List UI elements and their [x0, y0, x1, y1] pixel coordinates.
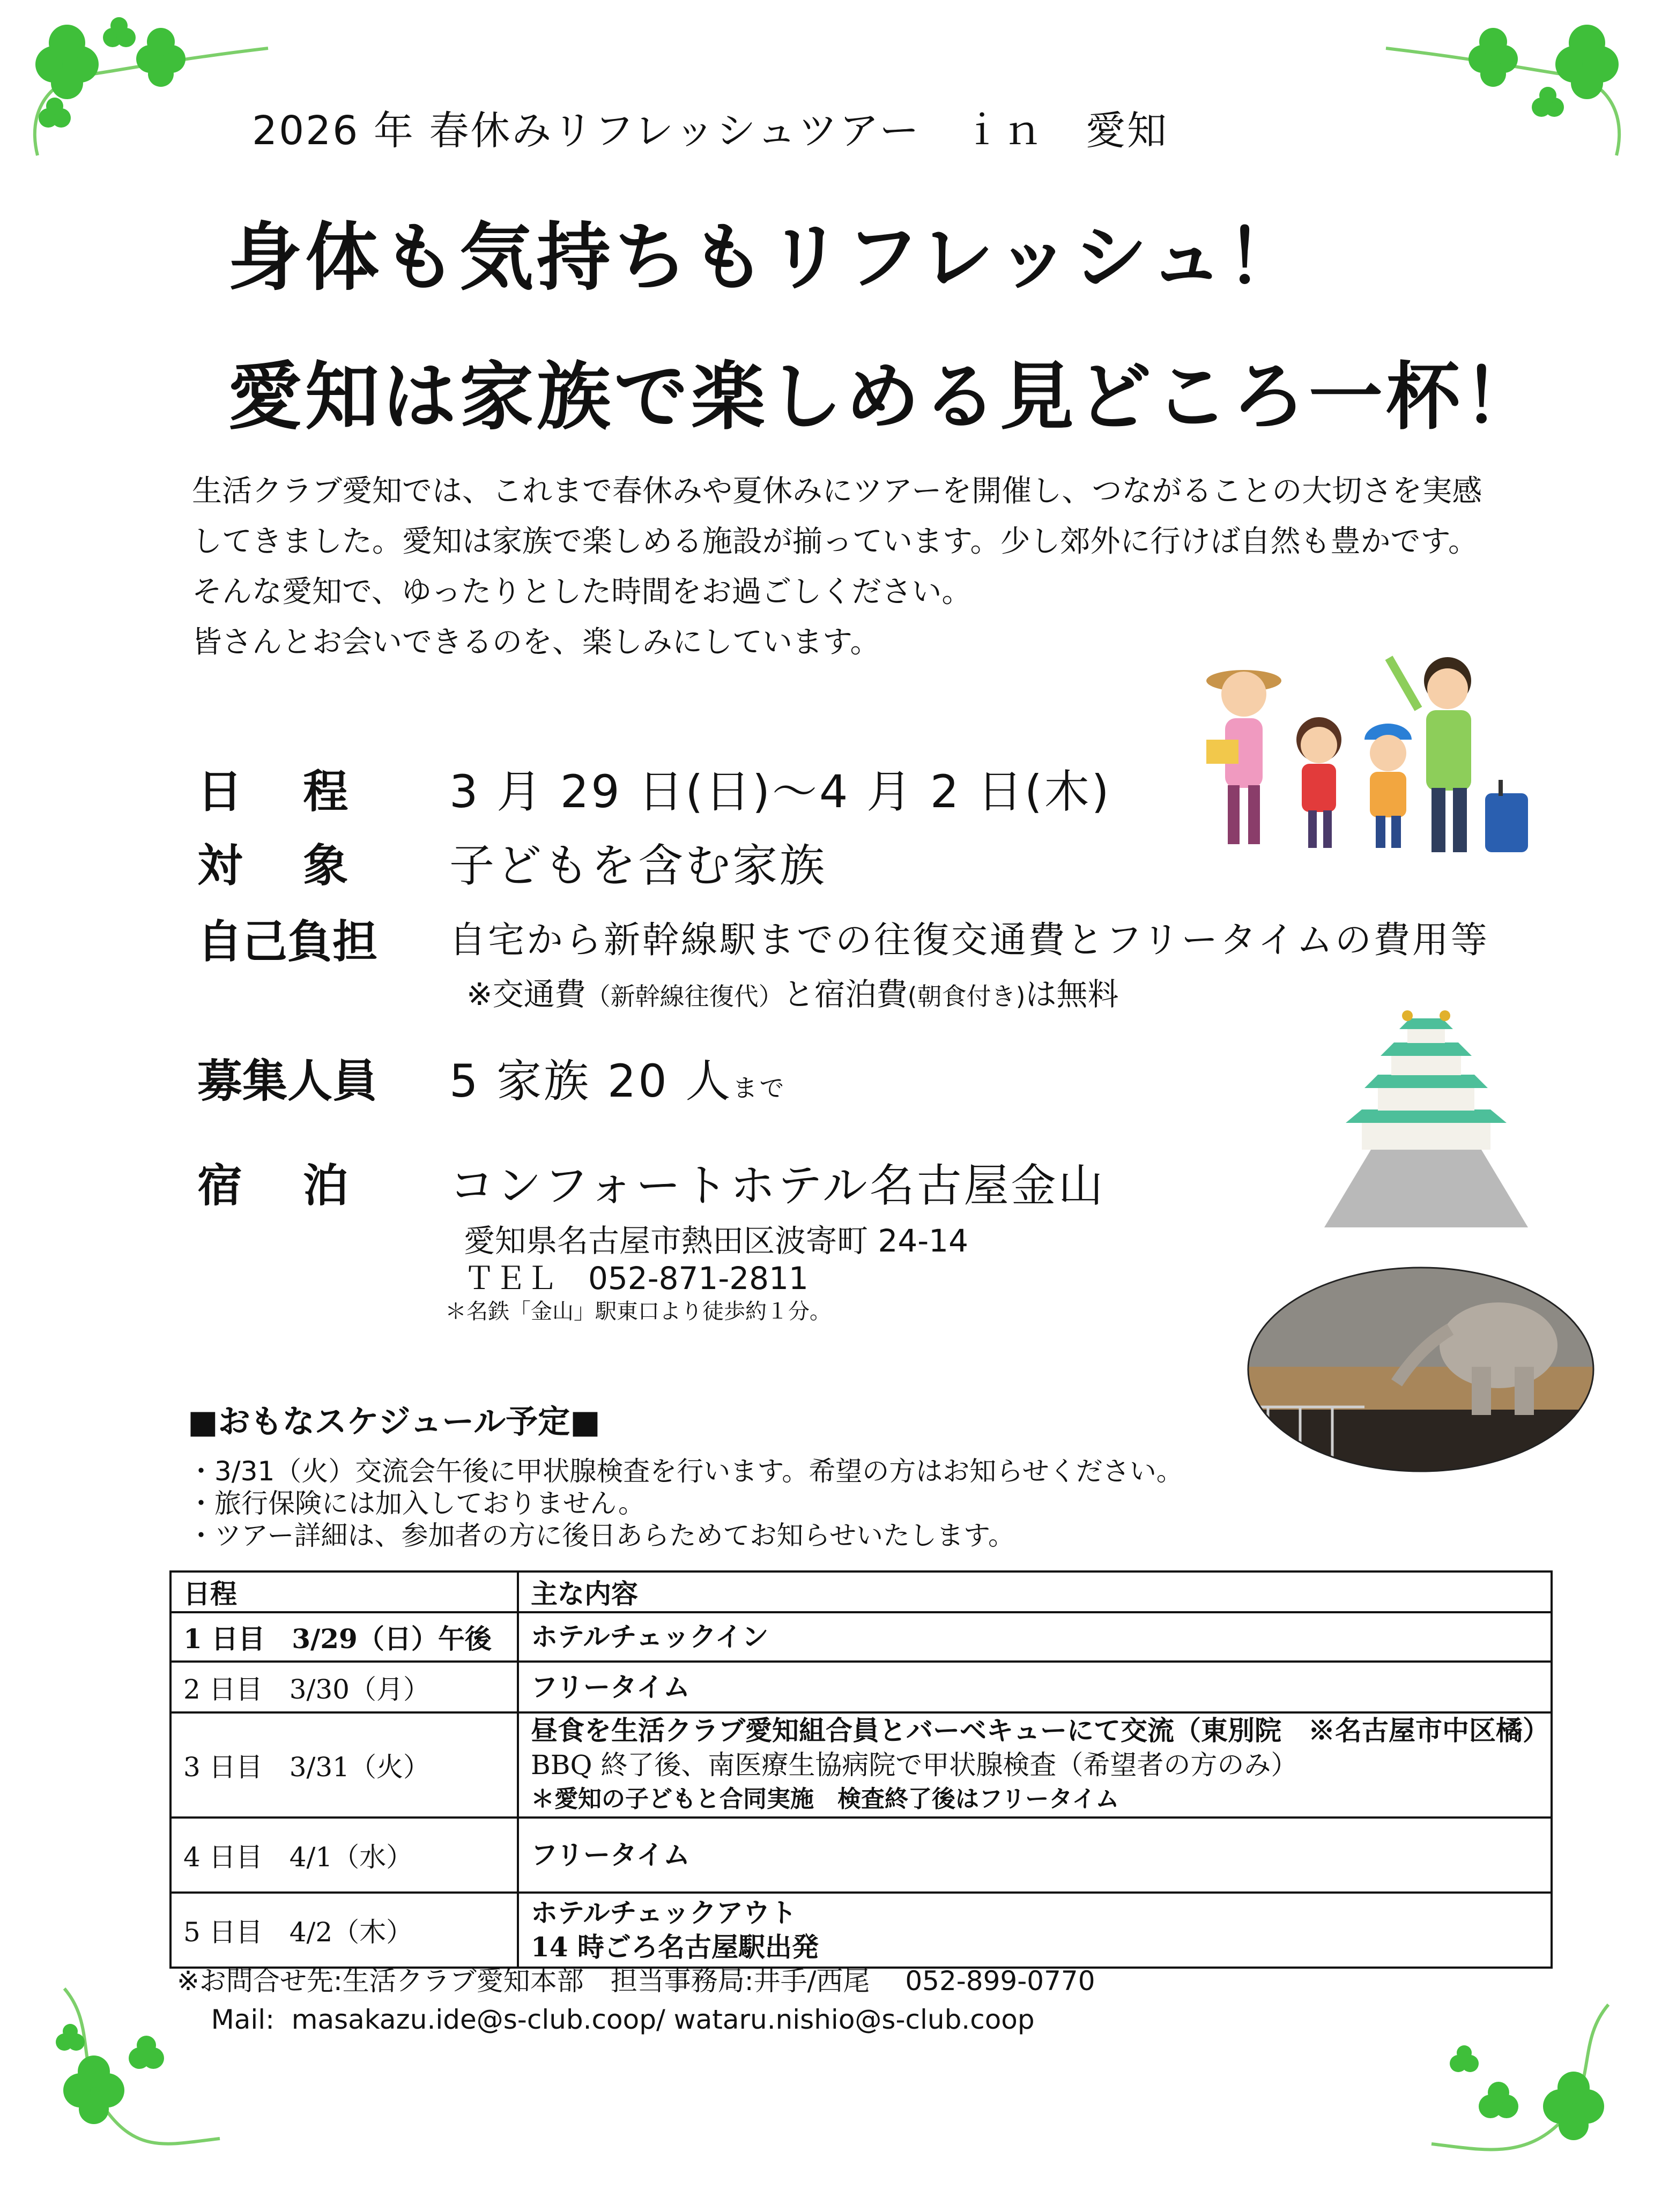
- contact-email[interactable]: Mail: masakazu.ide@s-club.coop/ wataru.nishio@s-club.coop: [177, 2004, 1035, 2035]
- row-day: 1 日目 3/29（日）午後: [170, 1612, 518, 1662]
- headline-aichi: 愛知は家族で楽しめる見どころ一杯！: [228, 354, 1541, 440]
- cost-note-part: は無料: [1025, 976, 1119, 1012]
- event-subtitle: 2026 年 春休みリフレッシュツアー ｉｎ 愛知: [252, 108, 1168, 154]
- row-content-line: 昼食を生活クラブ愛知組合員とバーベキューにて交流（東別院 ※名古屋市中区橘）: [531, 1715, 1549, 1746]
- table-row: [170, 1662, 1552, 1712]
- row-content-line: フリータイム: [531, 1839, 690, 1871]
- schedule-notes: [188, 1455, 1183, 1552]
- intro-line: 皆さんとお会いできるのを、楽しみにしています。: [192, 625, 880, 660]
- headline-refresh: 身体も気持ちもリフレッシュ！: [228, 214, 1304, 301]
- row-content-line: ホテルチェックイン: [531, 1621, 769, 1652]
- cost-note-part: （新幹線往復代）: [585, 982, 783, 1011]
- schedule-label: 日 程: [197, 765, 348, 818]
- table-row: [170, 1712, 1552, 1818]
- row-content: [518, 1712, 1552, 1818]
- cost-note-part: (朝食付き): [907, 982, 1026, 1011]
- target-value: 子どもを含む家族: [449, 839, 827, 892]
- intro-paragraph: [192, 466, 1564, 668]
- contact-footer: [177, 1962, 1095, 2039]
- column-header-day: 日程: [170, 1572, 518, 1612]
- clover-corner-bottom-right: [1426, 1999, 1630, 2160]
- intro-line: そんな愛知で、ゆったりとした時間をお過ごしください。: [192, 575, 972, 609]
- intro-line: してきました。愛知は家族で楽しめる施設が揃っています。少し郊外に行けば自然も豊かです。: [192, 524, 1479, 559]
- schedule-value: 3 月 29 日(日)～4 月 2 日(木): [449, 765, 1111, 818]
- nagoya-castle-illustration: [1314, 1008, 1539, 1233]
- zoo-elephant-photo: [1247, 1265, 1595, 1474]
- family-travel-illustration: [1196, 643, 1549, 868]
- capacity-label: 募集人員: [197, 1055, 378, 1107]
- row-day: 2 日目 3/30（月）: [170, 1662, 518, 1712]
- cost-note: [466, 969, 1119, 1014]
- table-row: [170, 1893, 1552, 1968]
- schedule-note: ・旅行保険には加入しておりません。: [188, 1488, 645, 1519]
- stay-tel: ＴＥＬ 052-871-2811: [464, 1260, 809, 1297]
- row-day: 5 日目 4/2（木）: [170, 1893, 518, 1968]
- row-content: [518, 1893, 1552, 1968]
- cost-note-part: と宿泊費: [783, 976, 908, 1012]
- schedule-table: [169, 1570, 1553, 1969]
- capacity-suffix: まで: [732, 1074, 787, 1103]
- schedule-heading: ■おもなスケジュール予定■: [188, 1403, 600, 1441]
- row-content: [518, 1662, 1552, 1712]
- clover-corner-top-left: [16, 16, 273, 166]
- target-label: 対 象: [197, 839, 348, 892]
- row-content-line: フリータイム: [531, 1671, 690, 1703]
- contact-line: ※お問合せ先:生活クラブ愛知本部 担当事務局:井手/西尾 052-899-0770: [177, 1965, 1095, 1997]
- schedule-note: ・3/31（火）交流会午後に甲状腺検査を行います。希望の方はお知らせください。: [188, 1456, 1183, 1487]
- stay-value: コンフォートホテル名古屋金山: [449, 1159, 1106, 1212]
- row-day: 4 日目 4/1（水）: [170, 1818, 518, 1893]
- cost-note-part: ※交通費: [466, 976, 586, 1012]
- schedule-note: ・ツアー詳細は、参加者の方に後日あらためてお知らせいたします。: [188, 1520, 1015, 1551]
- row-day: 3 日目 3/31（火）: [170, 1712, 518, 1818]
- row-content: [518, 1818, 1552, 1893]
- capacity-number: 5 家族 20 人: [449, 1055, 733, 1107]
- row-content-line: BBQ 終了後、南医療生協病院で甲状腺検査（希望者の方のみ）: [531, 1749, 1298, 1781]
- row-content-line: 14 時ごろ名古屋駅出発: [531, 1931, 819, 1963]
- row-content-line: ＊愛知の子どもと合同実施 検査終了後はフリータイム: [531, 1785, 1119, 1813]
- stay-address: 愛知県名古屋市熱田区波寄町 24-14: [464, 1223, 968, 1259]
- table-row: [170, 1818, 1552, 1893]
- table-row: [170, 1612, 1552, 1662]
- column-header-content: 主な内容: [518, 1572, 1552, 1612]
- clover-corner-top-right: [1381, 16, 1638, 166]
- stay-access: ＊名鉄「金山」駅東口より徒歩約１分。: [445, 1299, 831, 1324]
- intro-line: 生活クラブ愛知では、これまで春休みや夏休みにツアーを開催し、つながることの大切さを実感: [192, 474, 1482, 509]
- cost-label: 自己負担: [197, 915, 378, 968]
- row-content: [518, 1612, 1552, 1662]
- stay-label: 宿 泊: [197, 1159, 348, 1212]
- row-content-line: ホテルチェックアウト: [531, 1897, 797, 1928]
- table-header-row: [170, 1572, 1552, 1612]
- capacity-value: [449, 1045, 786, 1110]
- cost-value: 自宅から新幹線駅までの往復交通費とフリータイムの費用等: [449, 919, 1489, 962]
